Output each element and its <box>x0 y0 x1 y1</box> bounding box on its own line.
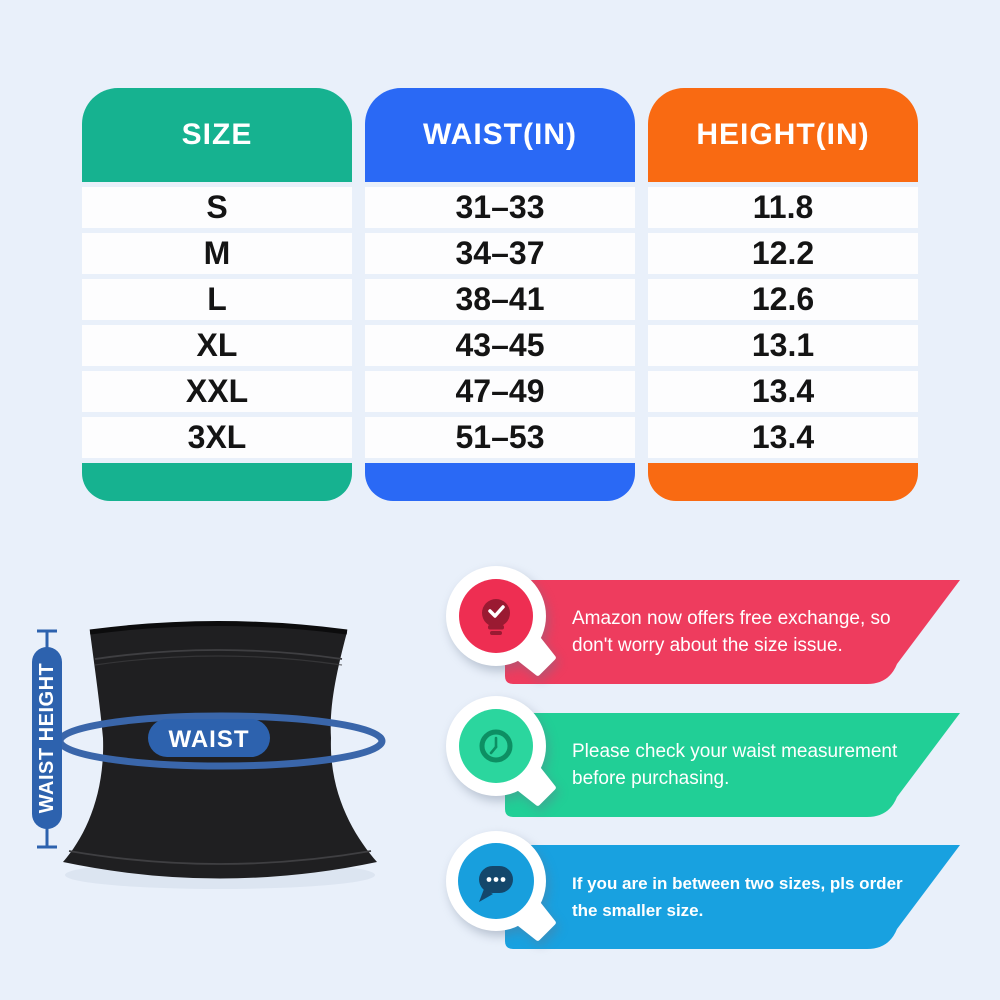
waist-label: WAIST <box>168 726 250 753</box>
height-cell-3xl: 13.4 <box>648 417 918 458</box>
height-cell-xl: 13.1 <box>648 325 918 366</box>
exchange-line-1: Amazon now offers free exchange, so <box>572 608 891 629</box>
between-sizes-line-1: If you are in between two sizes, pls order <box>572 874 903 893</box>
measure-line-1: Please check your waist measurement <box>572 741 898 762</box>
waist-column <box>365 88 635 501</box>
size-table <box>82 88 918 501</box>
size-column-header: SIZE <box>82 88 352 182</box>
size-cell-l: L <box>82 279 352 320</box>
between-sizes-banner-text <box>572 845 942 949</box>
magnifier-badge-blue <box>444 829 564 949</box>
waist-trainer-diagram <box>15 595 445 905</box>
waist-height-label: WAIST HEIGHT <box>36 662 58 814</box>
size-cell-3xl: 3XL <box>82 417 352 458</box>
magnifier-badge-red <box>444 564 564 684</box>
height-cell-s: 11.8 <box>648 187 918 228</box>
measure-banner-text <box>572 713 942 817</box>
exchange-line-2: don't worry about the size issue. <box>572 635 843 656</box>
waist-cell-xxl: 47–49 <box>365 371 635 412</box>
size-cell-s: S <box>82 187 352 228</box>
height-cell-l: 12.6 <box>648 279 918 320</box>
measure-line-2: before purchasing. <box>572 768 730 789</box>
size-cell-m: M <box>82 233 352 274</box>
height-column-header: HEIGHT(IN) <box>648 88 918 182</box>
height-cell-m: 12.2 <box>648 233 918 274</box>
height-column <box>648 88 918 501</box>
size-column <box>82 88 352 501</box>
exchange-banner-text <box>572 580 942 684</box>
between-sizes-line-2: the smaller size. <box>572 901 704 920</box>
waist-column-header: WAIST(IN) <box>365 88 635 182</box>
magnifier-badge-green <box>444 694 564 814</box>
waist-cell-xl: 43–45 <box>365 325 635 366</box>
waist-column-footer <box>365 463 635 501</box>
size-cell-xl: XL <box>82 325 352 366</box>
waist-cell-s: 31–33 <box>365 187 635 228</box>
waist-cell-m: 34–37 <box>365 233 635 274</box>
size-cell-xxl: XXL <box>82 371 352 412</box>
waist-cell-l: 38–41 <box>365 279 635 320</box>
height-cell-xxl: 13.4 <box>648 371 918 412</box>
waist-cell-3xl: 51–53 <box>365 417 635 458</box>
height-column-footer <box>648 463 918 501</box>
size-column-footer <box>82 463 352 501</box>
